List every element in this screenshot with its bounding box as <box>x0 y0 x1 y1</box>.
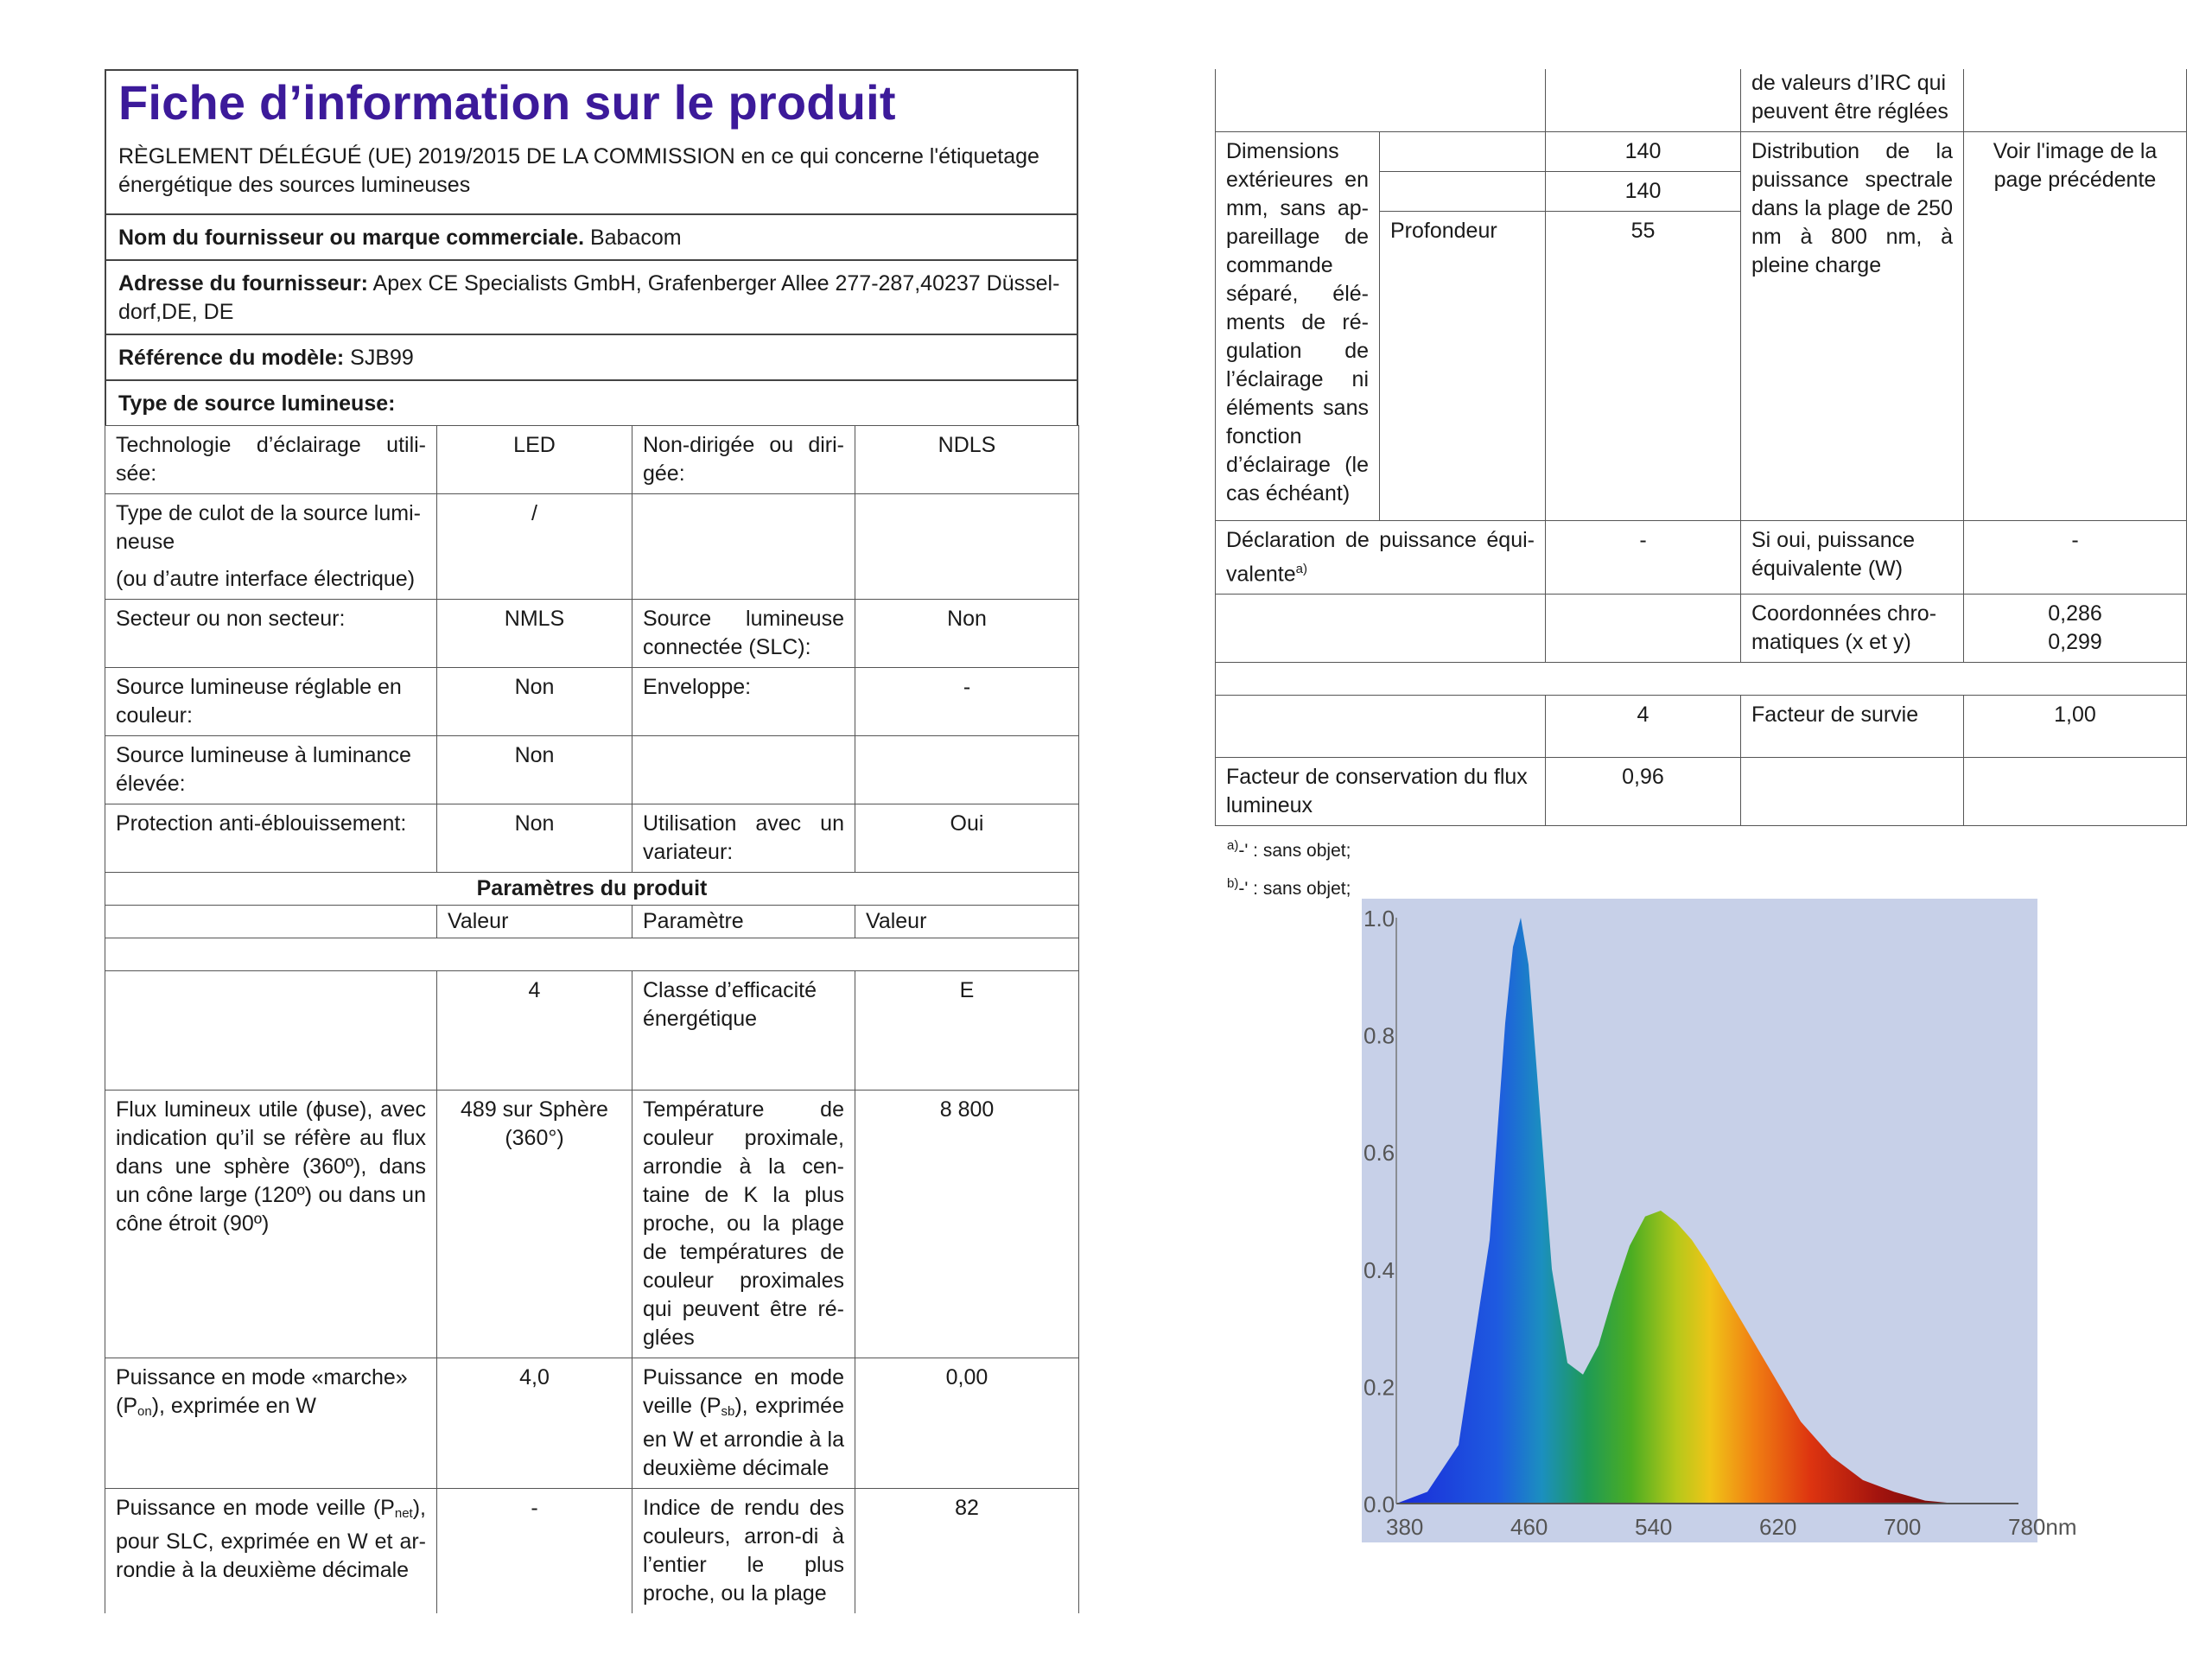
y-tick-label: 1.0 <box>1363 906 1395 932</box>
table-row <box>105 1091 1079 1358</box>
table-cell <box>1964 595 2187 663</box>
cell-text: Puissance en mode veille (P <box>643 1365 844 1418</box>
table-cell: 1,00 <box>1964 696 2187 758</box>
table-cell: LED <box>437 426 632 494</box>
table-cell: - <box>855 668 1079 736</box>
table-cell: NDLS <box>855 426 1079 494</box>
cell-text: Type de culot de la source lumi-neuse <box>116 501 421 554</box>
table-cell <box>105 1489 437 1614</box>
table-cell: NMLS <box>437 600 632 668</box>
table-row <box>1216 521 2187 595</box>
table-cell <box>1380 132 1546 172</box>
table-cell: Non <box>437 804 632 873</box>
table-row <box>105 1358 1079 1489</box>
table-cell <box>1216 663 2187 696</box>
table-cell: Oui <box>855 804 1079 873</box>
cell-text: 0,286 <box>2048 601 2102 626</box>
cell-text: ), exprimée en W et arrondie à la deuxième décimale <box>643 1394 844 1480</box>
table-row <box>105 494 1079 600</box>
table-cell <box>1741 758 1964 826</box>
x-tick-label: 540 <box>1635 1514 1673 1540</box>
table-cell: Si oui, puissance équivalente (W) <box>1741 521 1964 595</box>
table-cell: 4 <box>1546 696 1741 758</box>
table-cell: Non-dirigée ou diri-gée: <box>632 426 855 494</box>
cell-text: Puissance en mode «marche» (P <box>116 1365 408 1418</box>
supplier-value: Babacom <box>589 226 682 250</box>
subscript: on <box>137 1404 152 1419</box>
table-cell: Température de couleur proximale, arrondie à la cen-taine de K la plus proche, ou la plage de températures de couleur proximales qui peuvent être ré-glées <box>632 1091 855 1358</box>
table-cell <box>1964 758 2187 826</box>
table-cell <box>1964 69 2187 132</box>
table-cell: 8 800 <box>855 1091 1079 1358</box>
cell-text: ), exprimée en W <box>151 1394 317 1418</box>
table-row <box>105 938 1079 971</box>
cell-text: Déclaration de puissance équi-valente <box>1226 528 1535 587</box>
y-tick-label: 0.0 <box>1363 1491 1395 1517</box>
table-cell: 489 sur Sphère (360°) <box>437 1091 632 1358</box>
table-row <box>105 804 1079 873</box>
table-cell <box>1216 69 1546 132</box>
table-cell: Coordonnées chro-matiques (x et y) <box>1741 595 1964 663</box>
table-cell: Flux lumineux utile (ɸuse), avec indication qu’il se réfère au flux dans une sphère (360º), dans un cône large (120º) ou dans un cône étroit (90º) <box>105 1091 437 1358</box>
left-column <box>105 69 1078 1613</box>
table-cell: Source lumineuse connectée (SLC): <box>632 600 855 668</box>
table-row <box>1216 595 2187 663</box>
address-label: Adresse du fournisseur: <box>118 271 368 296</box>
left-parameters-table <box>105 425 1079 1613</box>
table-cell <box>1216 595 1546 663</box>
table-cell: Source lumineuse réglable en couleur: <box>105 668 437 736</box>
table-row <box>105 1489 1079 1614</box>
x-tick-label: 780nm <box>2008 1514 2077 1540</box>
table-cell: Voir l'image de la page précédente <box>1964 132 2187 521</box>
table-cell <box>105 1358 437 1489</box>
subscript: sb <box>721 1404 735 1419</box>
table-cell: Facteur de survie <box>1741 696 1964 758</box>
table-cell: Utilisation avec un variateur: <box>632 804 855 873</box>
spectrum-svg <box>1362 899 2077 1573</box>
footnote-mark: a) <box>1227 838 1239 854</box>
page-title: Fiche d’information sur le produit <box>118 75 896 130</box>
section-header: Paramètres du produit <box>105 873 1079 906</box>
cell-text: Puissance en mode veille (P <box>116 1496 395 1520</box>
title-block <box>106 71 1077 215</box>
table-cell: Facteur de conservation du flux lumineux <box>1216 758 1546 826</box>
table-cell: - <box>1964 521 2187 595</box>
table-row <box>1216 69 2187 132</box>
footnote-mark: a) <box>1295 562 1307 576</box>
model-row <box>106 335 1077 381</box>
table-row <box>1216 663 2187 696</box>
x-tick-label: 700 <box>1884 1514 1922 1540</box>
table-cell <box>105 906 437 938</box>
table-cell: - <box>1546 521 1741 595</box>
x-tick-label: 620 <box>1759 1514 1797 1540</box>
table-cell: 0,00 <box>855 1358 1079 1489</box>
table-cell <box>1216 521 1546 595</box>
y-tick-label: 0.2 <box>1363 1374 1395 1401</box>
table-cell: de valeurs d’IRC qui peuvent être réglées <box>1741 69 1964 132</box>
table-cell: - <box>437 1489 632 1614</box>
table-cell <box>632 494 855 600</box>
table-row <box>1216 132 2187 172</box>
footnote-text: -' : sans objet; <box>1238 879 1351 900</box>
y-tick-label: 0.4 <box>1363 1256 1395 1283</box>
supplier-row <box>106 215 1077 261</box>
table-cell: 4,0 <box>437 1358 632 1489</box>
table-cell: 140 <box>1546 132 1741 172</box>
table-cell: Non <box>437 736 632 804</box>
table-row <box>105 668 1079 736</box>
footnotes <box>1215 830 2186 906</box>
table-cell: Source lumineuse à luminance élevée: <box>105 736 437 804</box>
right-column <box>1215 69 2186 906</box>
table-cell <box>1216 696 1546 758</box>
type-label: Type de source lumineuse: <box>118 391 396 416</box>
x-tick-label: 380 <box>1386 1514 1424 1540</box>
address-value: Apex CE Specialists GmbH, Grafenberger Allee 277-287,40237 Düssel-dorf,DE, DE <box>118 271 1060 324</box>
table-cell: 82 <box>855 1489 1079 1614</box>
table-cell: 140 <box>1546 172 1741 212</box>
spectral-distribution-chart <box>1362 899 2077 1573</box>
table-cell: Technologie d’éclairage utili-sée: <box>105 426 437 494</box>
table-cell <box>855 736 1079 804</box>
table-cell: 4 <box>437 971 632 1091</box>
table-cell: Secteur ou non secteur: <box>105 600 437 668</box>
table-row <box>105 426 1079 494</box>
y-tick-label: 0.8 <box>1363 1022 1395 1049</box>
regulation-text: RÈGLEMENT DÉLÉGUÉ (UE) 2019/2015 DE LA COMMISSION en ce qui concerne l'étiquetage énergétique des sources lumineuses <box>118 144 1039 197</box>
table-cell <box>1380 172 1546 212</box>
table-row <box>1216 758 2187 826</box>
footnote-a <box>1227 830 2186 868</box>
table-cell: Non <box>855 600 1079 668</box>
dimensions-label: Dimensions extérieures en mm, sans ap-pareillage de commande séparé, élé-ments de ré-gulation de l’éclairage ni éléments sans fonction d’éclairage (le cas échéant) <box>1216 132 1380 521</box>
table-cell: E <box>855 971 1079 1091</box>
table-cell <box>632 1358 855 1489</box>
column-header: Paramètre <box>632 906 855 938</box>
product-info-sheet <box>105 69 1078 425</box>
table-cell: Distribution de la puissance spectrale dans la plage de 250 nm à 800 nm, à pleine charge <box>1741 132 1964 521</box>
right-parameters-table <box>1215 69 2187 826</box>
table-cell <box>105 971 437 1091</box>
table-cell: / <box>437 494 632 600</box>
table-cell: Protection anti-éblouissement: <box>105 804 437 873</box>
table-row <box>105 873 1079 906</box>
table-row <box>105 906 1079 938</box>
footnote-text: -' : sans objet; <box>1238 841 1351 862</box>
model-value: SJB99 <box>350 346 414 370</box>
column-header: Valeur <box>855 906 1079 938</box>
column-header: Valeur <box>437 906 632 938</box>
cell-text: ), pour SLC, exprimée en W et ar-rondie à la deuxième décimale <box>116 1496 426 1582</box>
y-tick-label: 0.6 <box>1363 1140 1395 1167</box>
table-cell: Non <box>437 668 632 736</box>
table-cell <box>1546 69 1741 132</box>
table-cell: 55 <box>1546 212 1741 521</box>
table-row <box>1216 696 2187 758</box>
model-label: Référence du modèle: <box>118 346 345 370</box>
cell-text: (ou d’autre interface électrique) <box>116 567 416 591</box>
table-cell: Classe d’efficacité énergétique <box>632 971 855 1091</box>
table-row <box>105 736 1079 804</box>
table-row <box>105 971 1079 1091</box>
table-cell: Enveloppe: <box>632 668 855 736</box>
table-cell <box>855 494 1079 600</box>
cell-text: 0,299 <box>2048 630 2102 655</box>
subscript: net <box>394 1506 413 1521</box>
table-cell: 0,96 <box>1546 758 1741 826</box>
table-row <box>105 600 1079 668</box>
table-cell <box>632 736 855 804</box>
x-tick-label: 460 <box>1510 1514 1548 1540</box>
address-row <box>106 261 1077 335</box>
table-cell: Profondeur <box>1380 212 1546 521</box>
table-cell <box>105 494 437 600</box>
footnote-mark: b) <box>1227 876 1239 892</box>
table-cell <box>105 938 1079 971</box>
type-row <box>106 381 1077 425</box>
table-cell <box>1546 595 1741 663</box>
supplier-label: Nom du fournisseur ou marque commerciale. <box>118 226 585 250</box>
table-cell: Indice de rendu des couleurs, arron-di à l’entier le plus proche, ou la plage <box>632 1489 855 1614</box>
